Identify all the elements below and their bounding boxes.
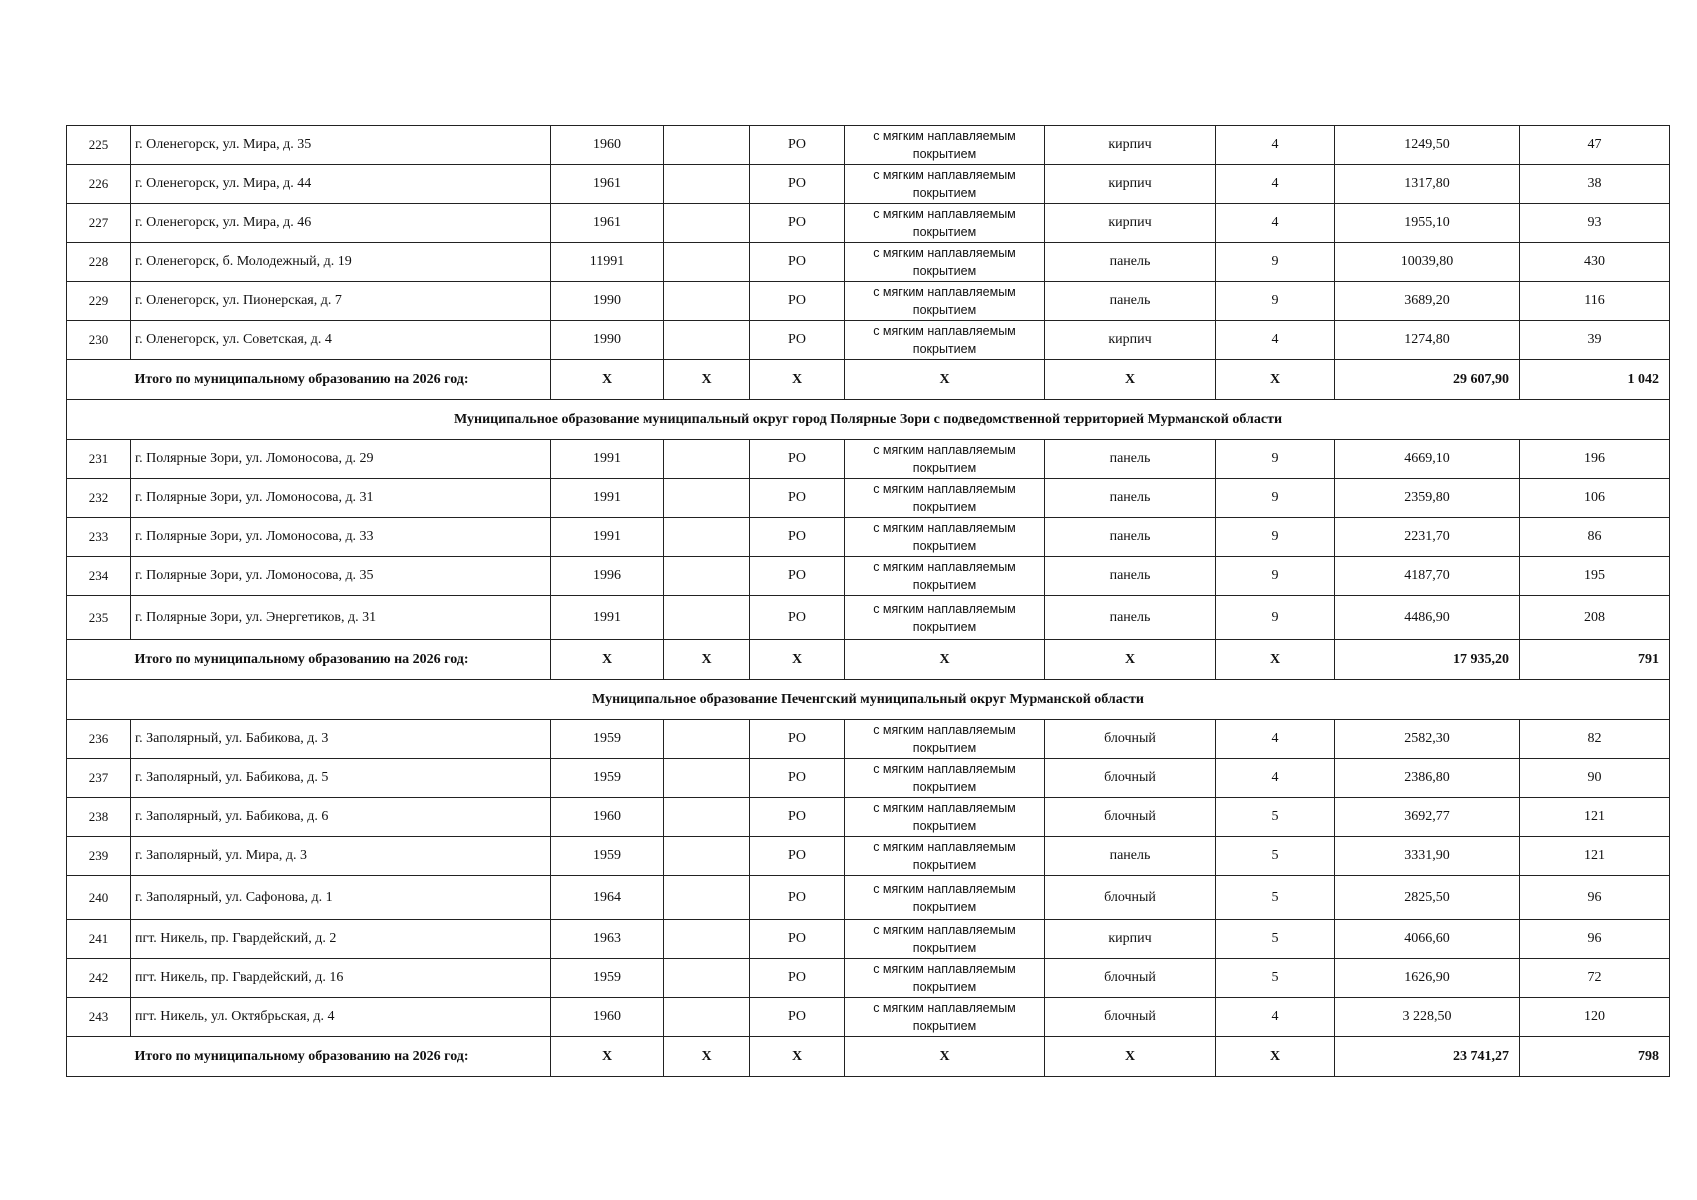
area-cell: 3331,90 <box>1335 837 1520 876</box>
row-number-cell: 242 <box>67 959 131 998</box>
year-cell: 1990 <box>551 282 664 321</box>
floors-cell: 9 <box>1216 557 1335 596</box>
roof-type-cell: с мягким наплавляемым покрытием <box>845 596 1045 640</box>
wall-material-cell: панель <box>1045 837 1216 876</box>
empty-cell <box>664 165 750 204</box>
year-cell: 1959 <box>551 837 664 876</box>
row-number-cell: 228 <box>67 243 131 282</box>
total-x-cell: X <box>551 1037 664 1077</box>
year-cell: 1961 <box>551 165 664 204</box>
wall-material-cell: панель <box>1045 479 1216 518</box>
address-cell: г. Заполярный, ул. Сафонова, д. 1 <box>131 876 551 920</box>
area-cell: 1317,80 <box>1335 165 1520 204</box>
area-cell: 4066,60 <box>1335 920 1520 959</box>
address-cell: г. Заполярный, ул. Бабикова, д. 5 <box>131 759 551 798</box>
address-cell: пгт. Никель, пр. Гвардейский, д. 2 <box>131 920 551 959</box>
area-cell: 2825,50 <box>1335 876 1520 920</box>
roof-type-cell: с мягким наплавляемым покрытием <box>845 759 1045 798</box>
empty-cell <box>664 518 750 557</box>
roof-type-cell: с мягким наплавляемым покрытием <box>845 479 1045 518</box>
fund-form-cell: РО <box>750 759 845 798</box>
row-number-cell: 239 <box>67 837 131 876</box>
address-cell: г. Полярные Зори, ул. Энергетиков, д. 31 <box>131 596 551 640</box>
total-blank-cell <box>67 640 131 680</box>
address-cell: г. Полярные Зори, ул. Ломоносова, д. 29 <box>131 440 551 479</box>
table-row <box>67 557 1670 596</box>
roof-type-cell: с мягким наплавляемым покрытием <box>845 557 1045 596</box>
floors-cell: 5 <box>1216 798 1335 837</box>
wall-material-cell: панель <box>1045 243 1216 282</box>
fund-form-cell: РО <box>750 204 845 243</box>
total-row <box>67 360 1670 400</box>
wall-material-cell: кирпич <box>1045 204 1216 243</box>
row-number-cell: 225 <box>67 126 131 165</box>
area-cell: 3 228,50 <box>1335 998 1520 1037</box>
address-cell: г. Оленегорск, ул. Мира, д. 44 <box>131 165 551 204</box>
year-cell: 1991 <box>551 596 664 640</box>
section-header-row <box>67 400 1670 440</box>
residents-cell: 39 <box>1520 321 1670 360</box>
row-number-cell: 227 <box>67 204 131 243</box>
wall-material-cell: кирпич <box>1045 165 1216 204</box>
area-cell: 2359,80 <box>1335 479 1520 518</box>
area-cell: 4187,70 <box>1335 557 1520 596</box>
area-cell: 3692,77 <box>1335 798 1520 837</box>
empty-cell <box>664 440 750 479</box>
row-number-cell: 226 <box>67 165 131 204</box>
table-row <box>67 876 1670 920</box>
address-cell: г. Заполярный, ул. Мира, д. 3 <box>131 837 551 876</box>
row-number-cell: 233 <box>67 518 131 557</box>
fund-form-cell: РО <box>750 165 845 204</box>
empty-cell <box>664 837 750 876</box>
total-x-cell: X <box>750 1037 845 1077</box>
row-number-cell: 238 <box>67 798 131 837</box>
empty-cell <box>664 282 750 321</box>
area-cell: 2582,30 <box>1335 720 1520 759</box>
area-cell: 10039,80 <box>1335 243 1520 282</box>
table-body <box>67 126 1670 1077</box>
floors-cell: 4 <box>1216 998 1335 1037</box>
total-residents-cell: 798 <box>1520 1037 1670 1077</box>
total-area-cell: 23 741,27 <box>1335 1037 1520 1077</box>
table-row <box>67 998 1670 1037</box>
wall-material-cell: блочный <box>1045 959 1216 998</box>
wall-material-cell: блочный <box>1045 759 1216 798</box>
wall-material-cell: блочный <box>1045 876 1216 920</box>
area-cell: 1955,10 <box>1335 204 1520 243</box>
roof-type-cell: с мягким наплавляемым покрытием <box>845 440 1045 479</box>
table-row <box>67 204 1670 243</box>
empty-cell <box>664 126 750 165</box>
address-cell: г. Полярные Зори, ул. Ломоносова, д. 35 <box>131 557 551 596</box>
address-cell: пгт. Никель, пр. Гвардейский, д. 16 <box>131 959 551 998</box>
residents-cell: 208 <box>1520 596 1670 640</box>
table-row <box>67 920 1670 959</box>
address-cell: г. Полярные Зори, ул. Ломоносова, д. 33 <box>131 518 551 557</box>
year-cell: 1960 <box>551 126 664 165</box>
row-number-cell: 241 <box>67 920 131 959</box>
residents-cell: 116 <box>1520 282 1670 321</box>
area-cell: 4486,90 <box>1335 596 1520 640</box>
total-row <box>67 1037 1670 1077</box>
year-cell: 1991 <box>551 440 664 479</box>
total-x-cell: X <box>1216 640 1335 680</box>
total-x-cell: X <box>551 360 664 400</box>
residents-cell: 121 <box>1520 798 1670 837</box>
table-row <box>67 596 1670 640</box>
roof-type-cell: с мягким наплавляемым покрытием <box>845 798 1045 837</box>
wall-material-cell: кирпич <box>1045 321 1216 360</box>
row-number-cell: 243 <box>67 998 131 1037</box>
fund-form-cell: РО <box>750 876 845 920</box>
empty-cell <box>664 204 750 243</box>
empty-cell <box>664 759 750 798</box>
fund-form-cell: РО <box>750 837 845 876</box>
fund-form-cell: РО <box>750 596 845 640</box>
empty-cell <box>664 479 750 518</box>
total-x-cell: X <box>1216 1037 1335 1077</box>
total-x-cell: X <box>664 360 750 400</box>
year-cell: 1964 <box>551 876 664 920</box>
residents-cell: 93 <box>1520 204 1670 243</box>
total-x-cell: X <box>1045 1037 1216 1077</box>
floors-cell: 4 <box>1216 759 1335 798</box>
address-cell: г. Заполярный, ул. Бабикова, д. 6 <box>131 798 551 837</box>
roof-type-cell: с мягким наплавляемым покрытием <box>845 518 1045 557</box>
year-cell: 1960 <box>551 798 664 837</box>
fund-form-cell: РО <box>750 720 845 759</box>
total-x-cell: X <box>1045 360 1216 400</box>
total-x-cell: X <box>750 640 845 680</box>
empty-cell <box>664 876 750 920</box>
address-cell: г. Оленегорск, ул. Советская, д. 4 <box>131 321 551 360</box>
table-row <box>67 837 1670 876</box>
row-number-cell: 230 <box>67 321 131 360</box>
floors-cell: 9 <box>1216 282 1335 321</box>
residents-cell: 90 <box>1520 759 1670 798</box>
table-row <box>67 759 1670 798</box>
total-x-cell: X <box>1216 360 1335 400</box>
total-residents-cell: 1 042 <box>1520 360 1670 400</box>
address-cell: г. Полярные Зори, ул. Ломоносова, д. 31 <box>131 479 551 518</box>
table-row <box>67 282 1670 321</box>
year-cell: 1959 <box>551 759 664 798</box>
floors-cell: 9 <box>1216 596 1335 640</box>
floors-cell: 5 <box>1216 837 1335 876</box>
row-number-cell: 231 <box>67 440 131 479</box>
total-x-cell: X <box>664 1037 750 1077</box>
residents-cell: 196 <box>1520 440 1670 479</box>
area-cell: 4669,10 <box>1335 440 1520 479</box>
residents-cell: 38 <box>1520 165 1670 204</box>
wall-material-cell: блочный <box>1045 720 1216 759</box>
roof-type-cell: с мягким наплавляемым покрытием <box>845 282 1045 321</box>
floors-cell: 9 <box>1216 243 1335 282</box>
year-cell: 1961 <box>551 204 664 243</box>
table-row <box>67 126 1670 165</box>
empty-cell <box>664 596 750 640</box>
fund-form-cell: РО <box>750 920 845 959</box>
roof-type-cell: с мягким наплавляемым покрытием <box>845 243 1045 282</box>
total-label: Итого по муниципальному образованию на 2026 год: <box>131 360 551 400</box>
total-row <box>67 640 1670 680</box>
table-row <box>67 243 1670 282</box>
row-number-cell: 232 <box>67 479 131 518</box>
table-row <box>67 165 1670 204</box>
year-cell: 1991 <box>551 518 664 557</box>
address-cell: г. Оленегорск, ул. Пионерская, д. 7 <box>131 282 551 321</box>
residents-cell: 47 <box>1520 126 1670 165</box>
empty-cell <box>664 243 750 282</box>
fund-form-cell: РО <box>750 126 845 165</box>
total-area-cell: 29 607,90 <box>1335 360 1520 400</box>
floors-cell: 9 <box>1216 479 1335 518</box>
wall-material-cell: панель <box>1045 518 1216 557</box>
address-cell: г. Оленегорск, б. Молодежный, д. 19 <box>131 243 551 282</box>
row-number-cell: 235 <box>67 596 131 640</box>
year-cell: 11991 <box>551 243 664 282</box>
area-cell: 1249,50 <box>1335 126 1520 165</box>
area-cell: 1626,90 <box>1335 959 1520 998</box>
empty-cell <box>664 321 750 360</box>
total-blank-cell <box>67 360 131 400</box>
table-row <box>67 479 1670 518</box>
floors-cell: 5 <box>1216 876 1335 920</box>
empty-cell <box>664 720 750 759</box>
empty-cell <box>664 798 750 837</box>
fund-form-cell: РО <box>750 798 845 837</box>
roof-type-cell: с мягким наплавляемым покрытием <box>845 165 1045 204</box>
wall-material-cell: панель <box>1045 557 1216 596</box>
row-number-cell: 237 <box>67 759 131 798</box>
residents-cell: 96 <box>1520 920 1670 959</box>
area-cell: 1274,80 <box>1335 321 1520 360</box>
roof-type-cell: с мягким наплавляемым покрытием <box>845 837 1045 876</box>
roof-type-cell: с мягким наплавляемым покрытием <box>845 998 1045 1037</box>
table-row <box>67 720 1670 759</box>
area-cell: 2386,80 <box>1335 759 1520 798</box>
wall-material-cell: кирпич <box>1045 920 1216 959</box>
year-cell: 1960 <box>551 998 664 1037</box>
table-row <box>67 798 1670 837</box>
floors-cell: 4 <box>1216 126 1335 165</box>
row-number-cell: 236 <box>67 720 131 759</box>
total-area-cell: 17 935,20 <box>1335 640 1520 680</box>
roof-type-cell: с мягким наплавляемым покрытием <box>845 204 1045 243</box>
address-cell: г. Оленегорск, ул. Мира, д. 35 <box>131 126 551 165</box>
fund-form-cell: РО <box>750 440 845 479</box>
roof-type-cell: с мягким наплавляемым покрытием <box>845 959 1045 998</box>
address-cell: г. Оленегорск, ул. Мира, д. 46 <box>131 204 551 243</box>
residents-cell: 106 <box>1520 479 1670 518</box>
fund-form-cell: РО <box>750 479 845 518</box>
total-x-cell: X <box>845 640 1045 680</box>
year-cell: 1990 <box>551 321 664 360</box>
year-cell: 1963 <box>551 920 664 959</box>
row-number-cell: 229 <box>67 282 131 321</box>
fund-form-cell: РО <box>750 998 845 1037</box>
residents-cell: 120 <box>1520 998 1670 1037</box>
wall-material-cell: панель <box>1045 596 1216 640</box>
total-x-cell: X <box>845 360 1045 400</box>
wall-material-cell: панель <box>1045 440 1216 479</box>
roof-type-cell: с мягким наплавляемым покрытием <box>845 126 1045 165</box>
roof-type-cell: с мягким наплавляемым покрытием <box>845 720 1045 759</box>
section-title: Муниципальное образование Печенгский муниципальный округ Мурманской области <box>67 680 1670 720</box>
roof-type-cell: с мягким наплавляемым покрытием <box>845 920 1045 959</box>
empty-cell <box>664 998 750 1037</box>
area-cell: 2231,70 <box>1335 518 1520 557</box>
address-cell: г. Заполярный, ул. Бабикова, д. 3 <box>131 720 551 759</box>
floors-cell: 9 <box>1216 518 1335 557</box>
total-x-cell: X <box>845 1037 1045 1077</box>
fund-form-cell: РО <box>750 959 845 998</box>
total-residents-cell: 791 <box>1520 640 1670 680</box>
total-x-cell: X <box>551 640 664 680</box>
fund-form-cell: РО <box>750 243 845 282</box>
floors-cell: 9 <box>1216 440 1335 479</box>
empty-cell <box>664 959 750 998</box>
residents-cell: 195 <box>1520 557 1670 596</box>
residents-cell: 96 <box>1520 876 1670 920</box>
section-title: Муниципальное образование муниципальный округ город Полярные Зори с подведомственной территорией Мурманской области <box>67 400 1670 440</box>
residents-cell: 430 <box>1520 243 1670 282</box>
residents-cell: 82 <box>1520 720 1670 759</box>
total-label: Итого по муниципальному образованию на 2026 год: <box>131 640 551 680</box>
floors-cell: 4 <box>1216 165 1335 204</box>
row-number-cell: 240 <box>67 876 131 920</box>
total-label: Итого по муниципальному образованию на 2026 год: <box>131 1037 551 1077</box>
address-cell: пгт. Никель, ул. Октябрьская, д. 4 <box>131 998 551 1037</box>
residents-cell: 86 <box>1520 518 1670 557</box>
empty-cell <box>664 920 750 959</box>
wall-material-cell: блочный <box>1045 798 1216 837</box>
fund-form-cell: РО <box>750 557 845 596</box>
table-row <box>67 959 1670 998</box>
floors-cell: 4 <box>1216 204 1335 243</box>
roof-type-cell: с мягким наплавляемым покрытием <box>845 321 1045 360</box>
fund-form-cell: РО <box>750 518 845 557</box>
residents-cell: 72 <box>1520 959 1670 998</box>
floors-cell: 4 <box>1216 720 1335 759</box>
residents-cell: 121 <box>1520 837 1670 876</box>
floors-cell: 4 <box>1216 321 1335 360</box>
table-row <box>67 440 1670 479</box>
housing-register-table <box>66 125 1670 1077</box>
total-blank-cell <box>67 1037 131 1077</box>
floors-cell: 5 <box>1216 920 1335 959</box>
row-number-cell: 234 <box>67 557 131 596</box>
table-row <box>67 321 1670 360</box>
empty-cell <box>664 557 750 596</box>
floors-cell: 5 <box>1216 959 1335 998</box>
table-row <box>67 518 1670 557</box>
wall-material-cell: кирпич <box>1045 126 1216 165</box>
roof-type-cell: с мягким наплавляемым покрытием <box>845 876 1045 920</box>
year-cell: 1991 <box>551 479 664 518</box>
wall-material-cell: блочный <box>1045 998 1216 1037</box>
section-header-row <box>67 680 1670 720</box>
year-cell: 1959 <box>551 720 664 759</box>
fund-form-cell: РО <box>750 321 845 360</box>
total-x-cell: X <box>1045 640 1216 680</box>
housing-register-sheet <box>66 125 1669 1077</box>
total-x-cell: X <box>664 640 750 680</box>
year-cell: 1959 <box>551 959 664 998</box>
fund-form-cell: РО <box>750 282 845 321</box>
year-cell: 1996 <box>551 557 664 596</box>
total-x-cell: X <box>750 360 845 400</box>
wall-material-cell: панель <box>1045 282 1216 321</box>
area-cell: 3689,20 <box>1335 282 1520 321</box>
